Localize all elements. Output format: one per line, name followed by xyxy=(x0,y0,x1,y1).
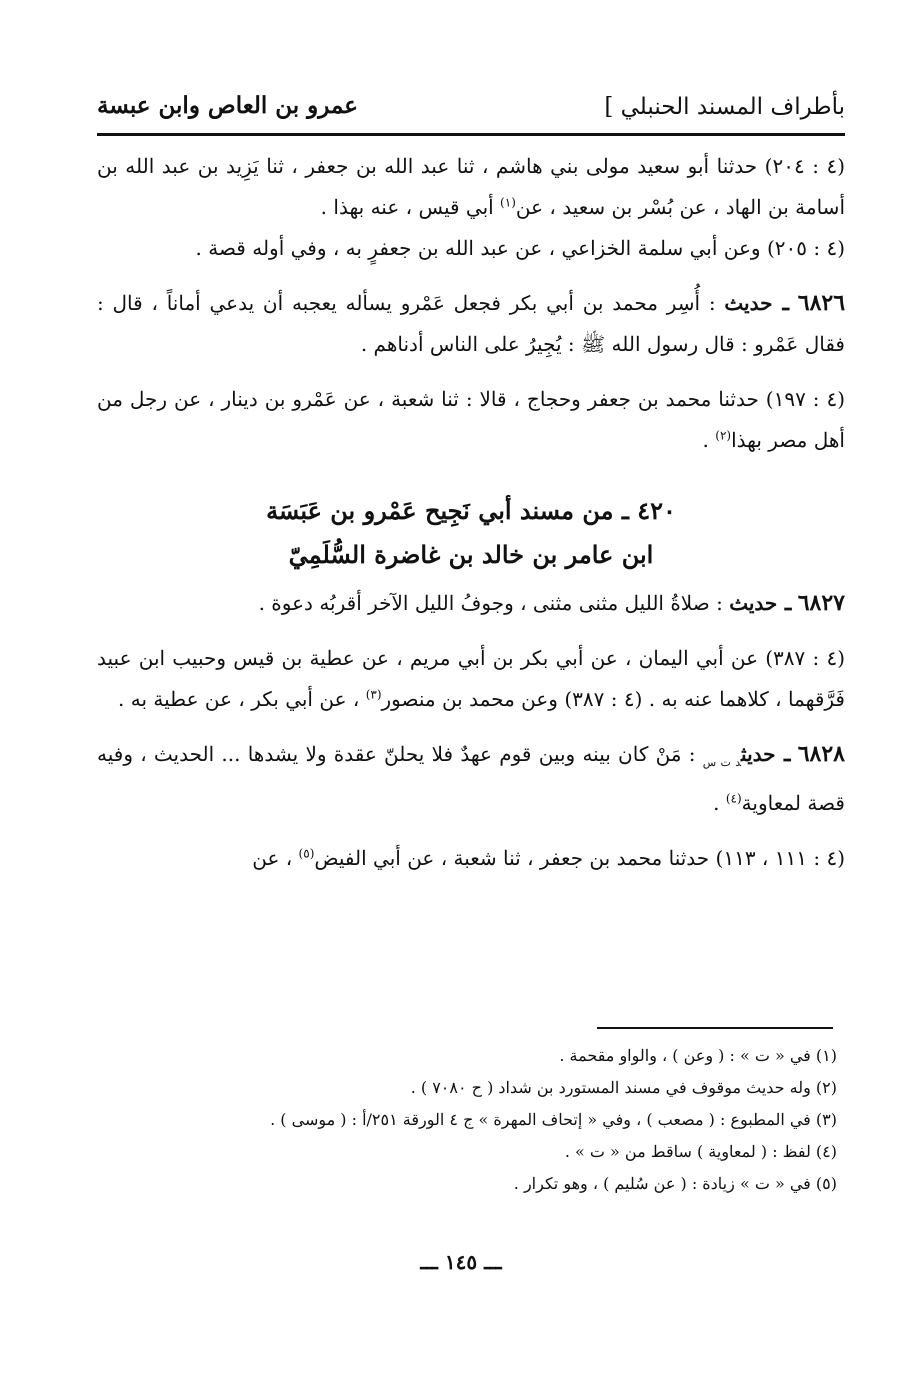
footnote-5: (٥) في « ت » زيادة : ( عن سُليم ) ، وهو تكرار . xyxy=(513,1174,837,1193)
footnote-ref-5: (٥) xyxy=(298,846,315,861)
chain-text-end: ، عن xyxy=(252,846,299,870)
chain-paragraph-1 xyxy=(97,146,845,228)
hadith-label: حديث xyxy=(741,742,776,766)
hadith-label: حديث xyxy=(724,291,773,315)
footnote-rule xyxy=(597,1027,833,1029)
chapter-title: عمرو بن العاص وابن عبسة xyxy=(97,92,358,119)
section-heading xyxy=(97,489,845,577)
running-header xyxy=(97,90,845,130)
chain-text-end: أبي قيس ، عنه بهذا . xyxy=(320,195,501,219)
hadith-text: : أُسِر محمد بن أبي بكر فجعل عَمْرو يسأله يعجبه أن يدعي أماناً ، قال : فقال عَمْرو : قال رسول الله ﷺ : يُجِيرُ على الناس أدناهم . xyxy=(97,291,845,356)
chain-text: (٤ : ١٩٧) حدثنا محمد بن جعفر وحجاج ، قالا : ثنا شعبة ، عن عَمْرو بن دينار ، عن رجل من أهل مصر بهذا xyxy=(97,387,846,452)
hadith-number: ٦٨٢٦ xyxy=(797,290,846,316)
section-heading-line-1: ٤٢٠ ـ من مسند أبي نَجِيح عَمْرو بن عَبَسَة xyxy=(266,496,676,525)
chain-text-end: ، عن أبي بكر ، عن عطية به . xyxy=(118,687,366,711)
hadith-text: : صلاةُ الليل مثنى مثنى ، وجوفُ الليل الآخر أقربُه دعوة . xyxy=(258,591,730,615)
hadith-6827: ٦٨٢٧ ـ حديث : صلاةُ الليل مثنى مثنى ، وجوفُ الليل الآخر أقربُه دعوة . xyxy=(258,590,845,616)
footnote-ref-2: (٢) xyxy=(715,428,732,443)
hadith-number: ٦٨٢٧ xyxy=(797,590,845,616)
footnotes xyxy=(97,1040,837,1200)
footnote-4: (٤) لفظ : ( لمعاوية ) ساقط من « ت » . xyxy=(564,1142,837,1161)
hadith-text: : مَنْ كان بينه وبين قوم عهدٌ فلا يحلنّ عقدة ولا يشدها ... الحديث ، وفيه قصة لمعاوية xyxy=(97,742,845,815)
chain-paragraph-2 xyxy=(97,228,845,269)
hadith-6826: ٦٨٢٦ ـ حديث : أُسِر محمد بن أبي بكر فجعل عَمْرو يسأله يعجبه أن يدعي أماناً ، قال : فقال عَمْرو : قال رسول الله ﷺ : يُجِيرُ على الناس أدناهم . xyxy=(97,290,846,356)
collection-symbols: د ت س xyxy=(702,756,742,769)
footnote-ref-3: (٣) xyxy=(365,687,382,702)
chain-text-end: . xyxy=(702,428,716,452)
chain-text: (٤ : ٣٨٧) عن أبي اليمان ، عن أبي بكر بن أبي مريم ، عن عطية بن قيس وحبيب ابن عبيد فَرَّقهما ، كلاهما عنه به . (٤ : ٣٨٧) وعن محمد بن منصور xyxy=(97,646,846,711)
chain-paragraph-4 xyxy=(97,638,845,720)
section-heading-line-2: ابن عامر بن خالد بن غاضرة السُّلَمِيّ xyxy=(288,540,654,569)
page-number: ـــ ١٤٥ ـــ xyxy=(420,1250,502,1274)
footnote-3: (٣) في المطبوع : ( مصعب ) ، وفي « إتحاف المهرة » ج ٤ الورقة ٢٥١/أ : ( موسى ) . xyxy=(270,1110,837,1129)
chain-paragraph-5 xyxy=(97,838,845,879)
hadith-text-end: . xyxy=(713,791,726,815)
hadith-6828: ٦٨٢٨ ـ حديث$_{د ت س}$ : مَنْ كان بينه وبين قوم عهدٌ فلا يحلنّ عقدة ولا يشدها ... الحديث ، وفيه قصة لمعاوية$^{(٤)}$ . xyxy=(97,741,845,815)
book-title: بأطراف المسند الحنبلي ] xyxy=(604,94,845,120)
footnote-2: (٢) وله حديث موقوف في مسند المستورد بن شداد ( ح ٧٠٨٠ ) . xyxy=(410,1078,837,1097)
hadith-label: حديث xyxy=(729,591,778,615)
main-text xyxy=(97,146,845,879)
hadith-number: ٦٨٢٨ xyxy=(797,741,845,767)
footnote-1: (١) في « ت » : ( وعن ) ، والواو مقحمة . xyxy=(559,1046,837,1065)
chain-text: (٤ : ٢٠٥) وعن أبي سلمة الخزاعي ، عن عبد الله بن جعفرٍ به ، وفي أوله قصة . xyxy=(195,236,845,260)
footnote-ref-4: (٤) xyxy=(725,791,742,806)
header-rule xyxy=(97,133,845,136)
chain-paragraph-3 xyxy=(97,379,845,461)
chain-text: (٤ : ١١١ ، ١١٣) حدثنا محمد بن جعفر ، ثنا شعبة ، عن أبي الفيض xyxy=(314,846,845,870)
chain-text: (٤ : ٢٠٤) حدثنا أبو سعيد مولى بني هاشم ، ثنا عبد الله بن جعفر ، ثنا يَزِيد بن عبد الله بن أسامة بن الهاد ، عن بُسْر بن سعيد ، عن xyxy=(97,154,846,219)
footnote-ref-1: (١) xyxy=(500,195,516,210)
